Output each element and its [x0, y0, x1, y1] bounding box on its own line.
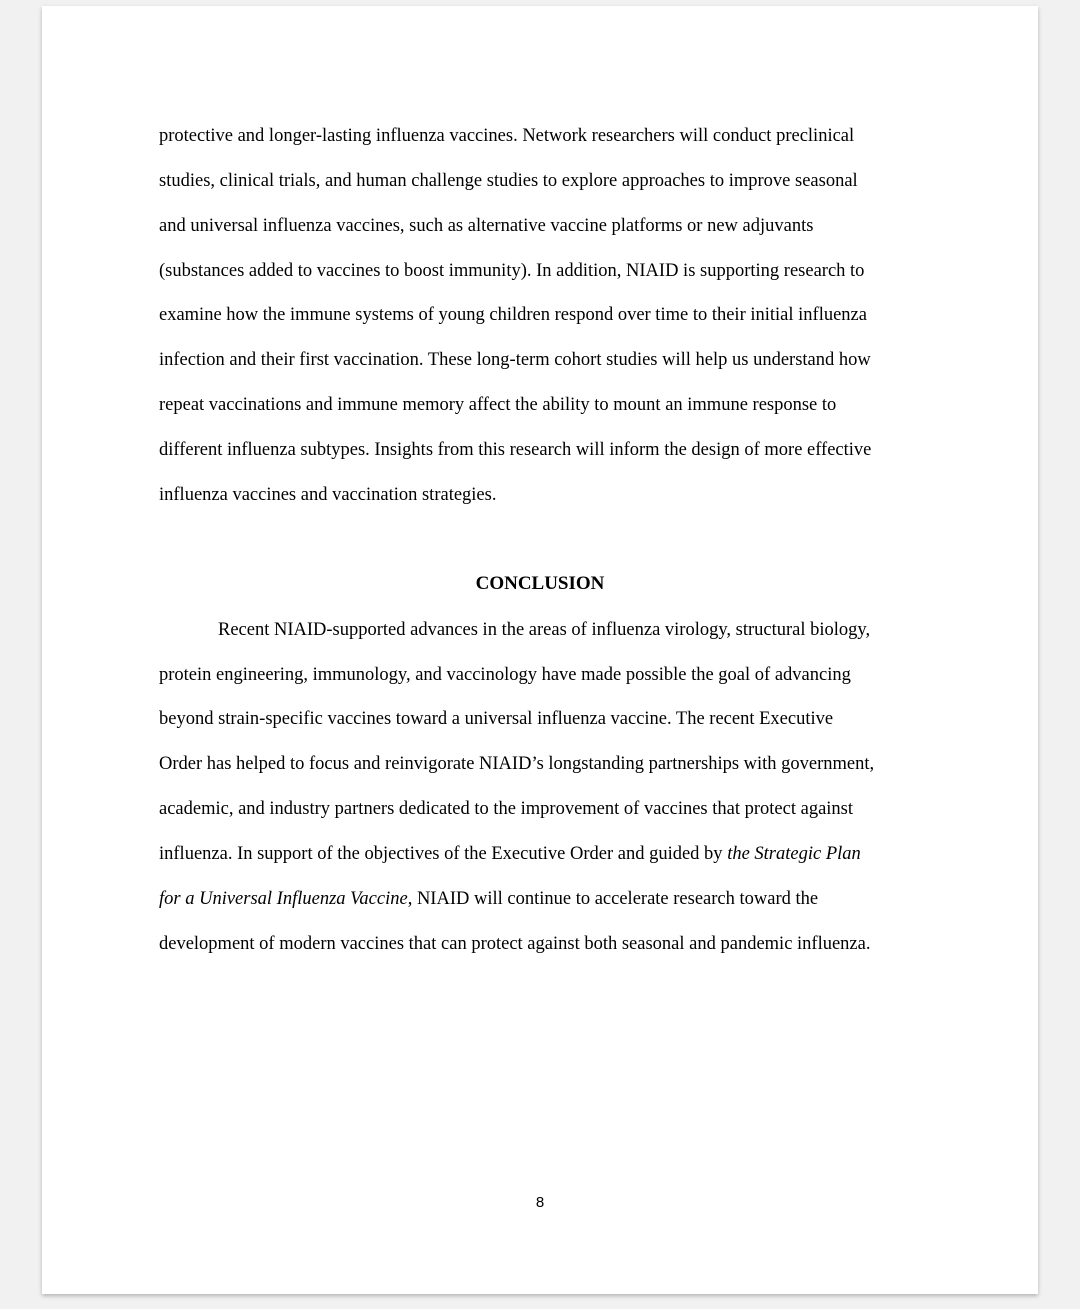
- italic-title-segment: the Strategic Plan: [727, 844, 861, 864]
- body-text-line: [159, 887, 818, 911]
- body-text-segment: , NIAID will continue to accelerate research toward the: [407, 889, 819, 909]
- body-text-line: different influenza subtypes. Insights from this research will inform the design of more effective: [159, 440, 872, 460]
- body-text-line: infection and their first vaccination. These long-term cohort studies will help us understand how: [159, 350, 871, 370]
- body-text-line: protein engineering, immunology, and vaccinology have made possible the goal of advancing: [159, 665, 851, 685]
- page-number: 8: [535, 1194, 545, 1211]
- body-text-line: influenza vaccines and vaccination strategies.: [159, 485, 497, 505]
- body-text-line: and universal influenza vaccines, such as alternative vaccine platforms or new adjuvants: [159, 216, 814, 236]
- document-page: [42, 6, 1038, 1294]
- body-text-line: academic, and industry partners dedicated to the improvement of vaccines that protect against: [159, 799, 854, 819]
- italic-title-segment: for a Universal Influenza Vaccine: [159, 889, 408, 909]
- conclusion-heading: CONCLUSION: [475, 573, 605, 594]
- body-text-line: repeat vaccinations and immune memory affect the ability to mount an immune response to: [159, 395, 837, 415]
- body-text-line: Recent NIAID-supported advances in the areas of influenza virology, structural biology,: [218, 620, 871, 640]
- body-text-line: protective and longer-lasting influenza vaccines. Network researchers will conduct preclinical: [159, 126, 855, 146]
- body-text-segment: influenza. In support of the objectives of the Executive Order and guided by: [159, 844, 728, 864]
- body-text-line: development of modern vaccines that can protect against both seasonal and pandemic influenza.: [159, 934, 871, 954]
- body-text-line: (substances added to vaccines to boost immunity). In addition, NIAID is supporting research to: [159, 261, 865, 281]
- body-text-line: beyond strain-specific vaccines toward a universal influenza vaccine. The recent Executive: [159, 709, 834, 729]
- body-text-line: Order has helped to focus and reinvigorate NIAID’s longstanding partnerships with government,: [159, 754, 875, 774]
- body-text-line: studies, clinical trials, and human challenge studies to explore approaches to improve seasonal: [159, 171, 858, 191]
- body-text-line: examine how the immune systems of young children respond over time to their initial influenza: [159, 305, 867, 325]
- body-text-line: [159, 842, 861, 866]
